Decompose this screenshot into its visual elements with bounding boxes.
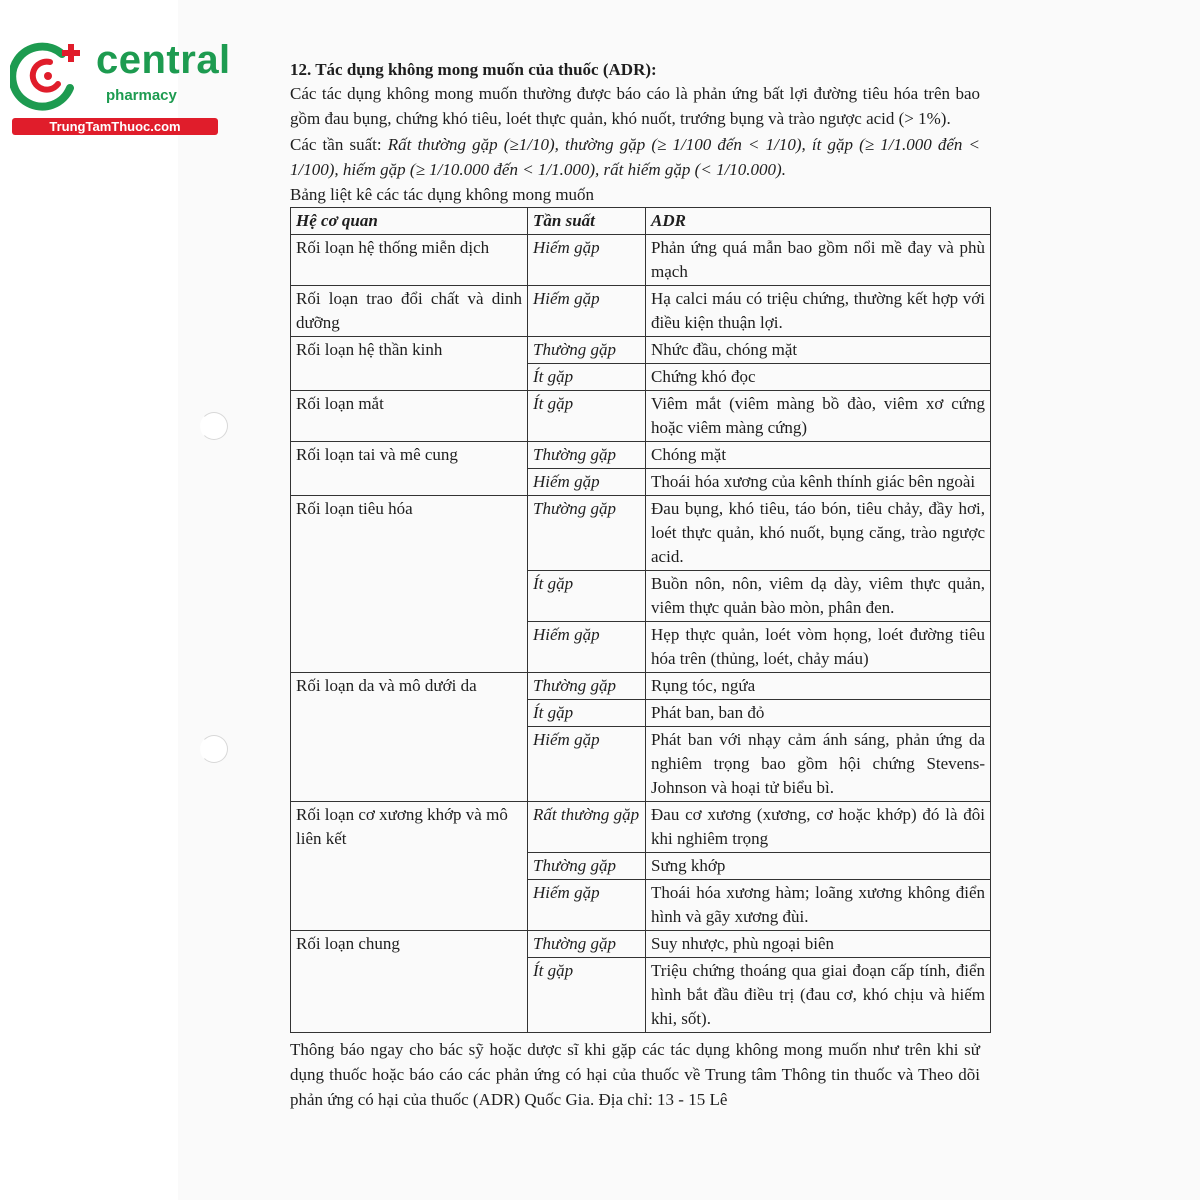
- table-caption: Bảng liệt kê các tác dụng không mong muốn: [290, 185, 595, 204]
- frequency-cell: Ít gặp: [528, 700, 646, 727]
- logo-site-url[interactable]: TrungTamThuoc.com: [12, 118, 218, 135]
- adr-cell: Thoái hóa xương của kênh thính giác bên ngoài: [646, 469, 991, 496]
- organ-cell: Rối loạn chung: [291, 931, 528, 1033]
- adr-cell: Phát ban, ban đỏ: [646, 700, 991, 727]
- organ-cell: Rối loạn hệ thần kinh: [291, 337, 528, 391]
- logo-subtitle: pharmacy: [106, 87, 177, 104]
- adr-cell: Chứng khó đọc: [646, 364, 991, 391]
- logo-brand: central: [96, 38, 231, 82]
- frequency-cell: Hiếm gặp: [528, 235, 646, 286]
- footer-notice: [290, 1037, 980, 1112]
- frequency-cell: Thường gặp: [528, 931, 646, 958]
- frequency-cell: Hiếm gặp: [528, 880, 646, 931]
- table-row: [291, 235, 991, 286]
- document-content: [290, 58, 985, 1112]
- frequency-cell: Thường gặp: [528, 442, 646, 469]
- punch-hole: [200, 412, 228, 440]
- header-organ: Hệ cơ quan: [291, 208, 528, 235]
- pharmacy-logo[interactable]: [10, 38, 231, 138]
- footer-paragraph: Thông báo ngay cho bác sỹ hoặc dược sĩ khi gặp các tác dụng không mong muốn như trên khi sử dụng thuốc hoặc báo cáo các phản ứng có hại của thuốc về Trung tâm Thông tin thuốc và Theo dõi phản ứng có hại của thuốc (ADR) Quốc Gia. Địa chỉ: 13 - 15 Lê: [290, 1040, 980, 1109]
- adr-cell: Đau cơ xương (xương, cơ hoặc khớp) đó là đôi khi nghiêm trọng: [646, 802, 991, 853]
- organ-cell: Rối loạn tai và mê cung: [291, 442, 528, 496]
- organ-cell: Rối loạn trao đổi chất và dinh dưỡng: [291, 286, 528, 337]
- table-header-row: [291, 208, 991, 235]
- adr-cell: Hẹp thực quản, loét vòm họng, loét đường tiêu hóa trên (thủng, loét, chảy máu): [646, 622, 991, 673]
- adr-cell: Phát ban với nhạy cảm ánh sáng, phản ứng da nghiêm trọng bao gồm hội chứng Stevens-Johnson và hoại tử biểu bì.: [646, 727, 991, 802]
- table-row: [291, 286, 991, 337]
- frequency-prefix: Các tần suất:: [290, 135, 388, 154]
- table-row: [291, 802, 991, 853]
- table-row: [291, 673, 991, 700]
- punch-hole: [200, 735, 228, 763]
- frequency-cell: Hiếm gặp: [528, 727, 646, 802]
- frequency-cell: Ít gặp: [528, 391, 646, 442]
- adr-cell: Phản ứng quá mẫn bao gồm nổi mề đay và phù mạch: [646, 235, 991, 286]
- adr-cell: Nhức đầu, chóng mặt: [646, 337, 991, 364]
- frequency-cell: Thường gặp: [528, 337, 646, 364]
- adr-cell: Chóng mặt: [646, 442, 991, 469]
- table-row: [291, 496, 991, 571]
- frequency-definition: [290, 133, 980, 182]
- organ-cell: Rối loạn mắt: [291, 391, 528, 442]
- frequency-cell: Hiếm gặp: [528, 286, 646, 337]
- header-frequency: Tần suất: [528, 208, 646, 235]
- adr-cell: Suy nhược, phù ngoại biên: [646, 931, 991, 958]
- adr-cell: Viêm mắt (viêm màng bồ đào, viêm xơ cứng hoặc viêm màng cứng): [646, 391, 991, 442]
- organ-cell: Rối loạn cơ xương khớp và mô liên kết: [291, 802, 528, 931]
- central-pharmacy-logo-icon: [10, 38, 90, 114]
- header-adr: ADR: [646, 208, 991, 235]
- adr-cell: Đau bụng, khó tiêu, táo bón, tiêu chảy, đầy hơi, loét thực quản, khó nuốt, bụng căng, trào ngược acid.: [646, 496, 991, 571]
- adr-cell: Triệu chứng thoáng qua giai đoạn cấp tính, điển hình bắt đầu điều trị (đau cơ, khó chịu và hiếm khi, sốt).: [646, 958, 991, 1033]
- adr-cell: Rụng tóc, ngứa: [646, 673, 991, 700]
- adr-cell: Thoái hóa xương hàm; loãng xương không điển hình và gãy xương đùi.: [646, 880, 991, 931]
- frequency-values: Rất thường gặp (≥1/10), thường gặp (≥ 1/100 đến < 1/10), ít gặp (≥ 1/1.000 đến < 1/100), hiếm gặp (≥ 1/10.000 đến < 1/1.000), rất hiếm gặp (< 1/10.000).: [290, 135, 980, 179]
- table-row: [291, 391, 991, 442]
- frequency-cell: Ít gặp: [528, 364, 646, 391]
- adr-cell: Hạ calci máu có triệu chứng, thường kết hợp với điều kiện thuận lợi.: [646, 286, 991, 337]
- frequency-cell: Thường gặp: [528, 496, 646, 571]
- frequency-cell: Rất thường gặp: [528, 802, 646, 853]
- adr-cell: Buồn nôn, nôn, viêm dạ dày, viêm thực quản, viêm thực quản bào mòn, phân đen.: [646, 571, 991, 622]
- section-heading: 12. Tác dụng không mong muốn của thuốc (ADR):: [290, 60, 657, 79]
- adr-cell: Sưng khớp: [646, 853, 991, 880]
- adr-table: [290, 207, 991, 1033]
- organ-cell: Rối loạn hệ thống miễn dịch: [291, 235, 528, 286]
- table-row: [291, 931, 991, 958]
- table-row: [291, 337, 991, 364]
- frequency-cell: Ít gặp: [528, 571, 646, 622]
- organ-cell: Rối loạn tiêu hóa: [291, 496, 528, 673]
- intro-paragraph: Các tác dụng không mong muốn thường được báo cáo là phản ứng bất lợi đường tiêu hóa trên bao gồm đau bụng, chứng khó tiêu, loét thực quản, khó nuốt, trướng bụng và trào ngược acid (> 1%).: [290, 84, 980, 128]
- frequency-cell: Hiếm gặp: [528, 469, 646, 496]
- frequency-cell: Thường gặp: [528, 853, 646, 880]
- table-row: [291, 442, 991, 469]
- frequency-cell: Thường gặp: [528, 673, 646, 700]
- frequency-cell: Ít gặp: [528, 958, 646, 1033]
- organ-cell: Rối loạn da và mô dưới da: [291, 673, 528, 802]
- frequency-cell: Hiếm gặp: [528, 622, 646, 673]
